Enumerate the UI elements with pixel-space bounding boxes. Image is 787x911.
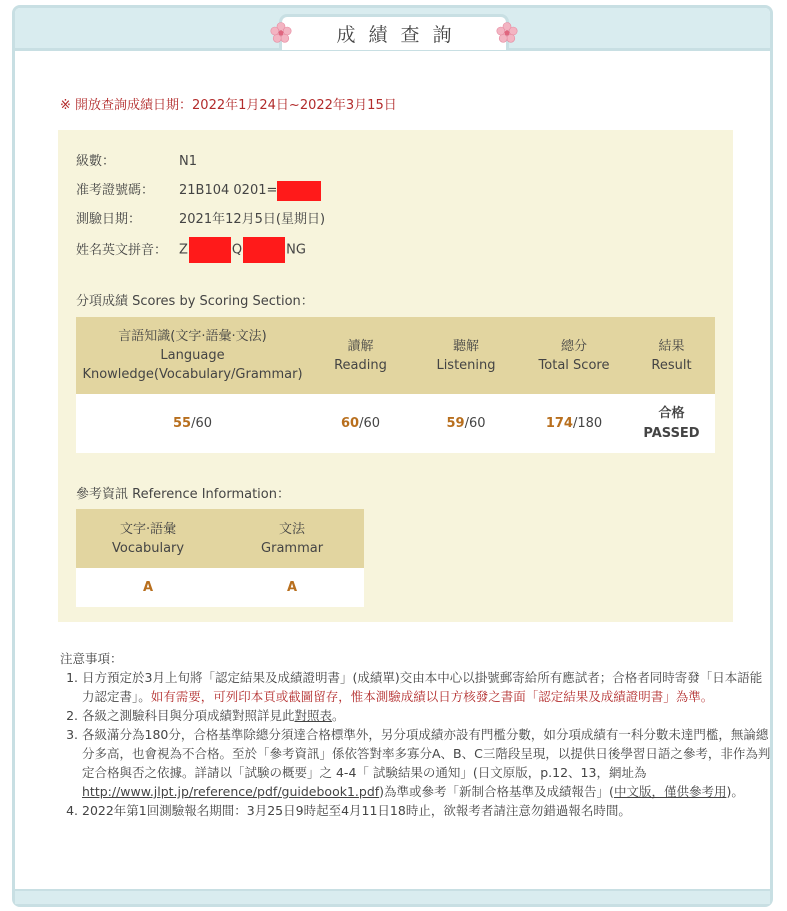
info-test-date: 測驗日期： 2021年12月5日(星期日) bbox=[76, 212, 326, 227]
header-result: 結果 Result bbox=[628, 317, 715, 394]
score-total: 174/180 bbox=[520, 394, 628, 453]
grade-grammar: A bbox=[220, 568, 364, 607]
header-reading: 讀解 Reading bbox=[309, 317, 412, 394]
reference-table bbox=[76, 509, 364, 607]
cherry-blossom-icon bbox=[496, 22, 518, 44]
header-vocabulary: 文字‧語彙 Vocabulary bbox=[76, 509, 220, 568]
score-page-frame bbox=[12, 5, 773, 907]
redaction-block bbox=[243, 237, 285, 263]
reference-section-title: 參考資訊 Reference Information： bbox=[76, 487, 290, 502]
header-language-knowledge: 言語知識(文字‧語彙‧文法) Language Knowledge(Vocabulary/Grammar) bbox=[76, 317, 309, 394]
redaction-block bbox=[277, 181, 321, 201]
scores-row bbox=[76, 394, 715, 453]
title-tab bbox=[279, 14, 509, 50]
redaction-block bbox=[189, 237, 231, 263]
header-listening: 聽解 Listening bbox=[412, 317, 520, 394]
comparison-table-link[interactable]: 對照表 bbox=[294, 708, 333, 723]
note-item: 1. 日方預定於3月上旬將「認定結果及成績證明書」(成績單)交由本中心以掛號郵寄給所有應試者；合格者同時寄發「日本語能力認定書」。如有需要，可列印本頁或截圖留存，惟本測驗成績以日方核發之書面「認定結果及成績證明書」為準。 bbox=[82, 668, 772, 706]
grade-vocabulary: A bbox=[76, 568, 220, 607]
score-language-knowledge: 55/60 bbox=[76, 394, 309, 453]
page-title: 成績查詢 bbox=[336, 24, 465, 46]
scores-table bbox=[76, 317, 715, 453]
scores-section-title: 分項成績 Scores by Scoring Section： bbox=[76, 294, 314, 309]
query-period-notice: ※ 開放查詢成績日期：2022年1月24日~2022年3月15日 bbox=[60, 98, 397, 113]
score-panel bbox=[58, 130, 733, 622]
note-item: 3. 各級滿分為180分，合格基準除總分須達合格標準外，另分項成績亦設有門檻分數，如分項成績有一科分數未達門檻，無論總分多高，也會視為不合格。至於「參考資訊」係依答對率多寡分A、B、C三階段呈現，以提供日後學習日語之參考，非作為判定合格與否之依據。詳請以「試験の概要」之 4-4「 試験結果の通知」(日文原版，p.12、13，網址為http://www.jlpt.jp/reference/pdf/guidebook1.pdf)為準或參考「新制合格基準及成績報告」(中文版，僅供參考用)。 bbox=[82, 725, 772, 801]
note-item: 4. 2022年第1回測驗報名期間：3月25日9時起至4月11日18時止，欲報考者請注意勿錯過報名時間。 bbox=[82, 801, 772, 820]
bottom-bar bbox=[15, 889, 770, 904]
notes-list bbox=[60, 668, 772, 820]
result-passed: 合格 PASSED bbox=[628, 394, 715, 453]
header-grammar: 文法 Grammar bbox=[220, 509, 364, 568]
score-listening: 59/60 bbox=[412, 394, 520, 453]
chinese-version-link[interactable]: 中文版，僅供參考用 bbox=[613, 784, 727, 799]
info-admission-number: 准考證號碼： 21B104 0201= bbox=[76, 180, 321, 202]
header-total-score: 總分 Total Score bbox=[520, 317, 628, 394]
info-name-romanized: 姓名英文拼音： Z Q NG bbox=[76, 237, 306, 259]
info-level: 級數： N1 bbox=[76, 154, 197, 169]
notes-title: 注意事項： bbox=[60, 651, 123, 666]
guidebook-link[interactable]: http://www.jlpt.jp/reference/pdf/guidebook1.pdf bbox=[82, 784, 380, 799]
note-item: 2. 各級之測驗科目與分項成績對照詳見此對照表。 bbox=[82, 706, 772, 725]
score-reading: 60/60 bbox=[309, 394, 412, 453]
cherry-blossom-icon bbox=[270, 22, 292, 44]
